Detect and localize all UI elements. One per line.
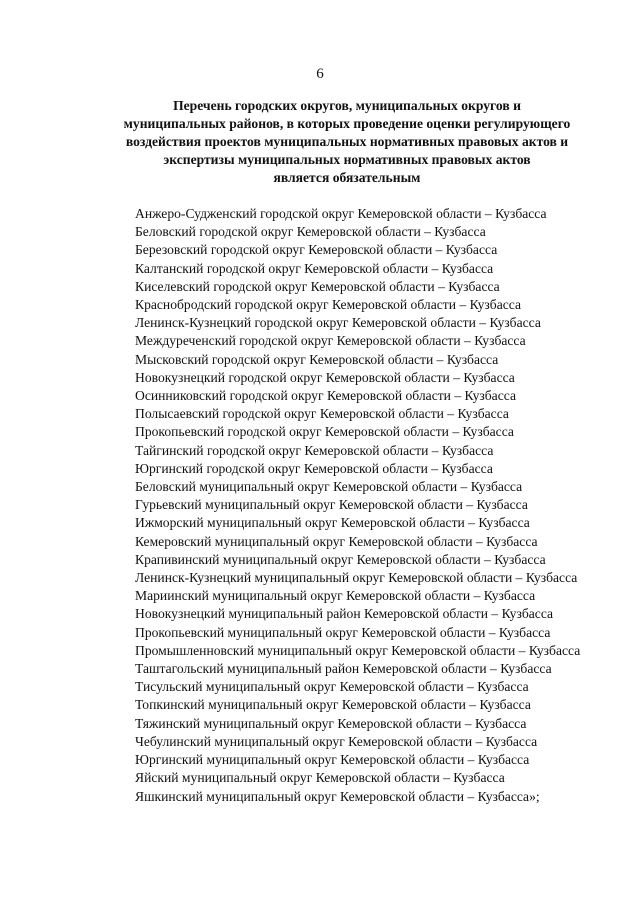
list-item: Яйский муниципальный округ Кемеровской области – Кузбасса — [135, 770, 505, 786]
list-item: Прокопьевский муниципальный округ Кемеровской области – Кузбасса — [135, 624, 551, 640]
list-item: Полысаевский городской округ Кемеровской области – Кузбасса — [135, 406, 509, 422]
list-item: Тайгинский городской округ Кемеровской области – Кузбасса — [135, 442, 494, 458]
list-item: Калтанский городской округ Кемеровской области – Кузбасса — [135, 260, 494, 276]
list-item: Юргинский городской округ Кемеровской области – Кузбасса — [135, 460, 493, 476]
list-item: Краснобродский городской округ Кемеровской области – Кузбасса — [135, 297, 522, 313]
list-item: Ленинск-Кузнецкий городской округ Кемеровской области – Кузбасса — [135, 315, 541, 331]
heading-line: воздействия проектов муниципальных нормативных правовых актов и — [125, 134, 569, 149]
municipality-list — [97, 205, 597, 806]
list-item: Новокузнецкий муниципальный район Кемеровской области – Кузбасса — [135, 606, 554, 622]
list-item: Ижморский муниципальный округ Кемеровской области – Кузбасса — [135, 515, 530, 531]
list-item: Осинниковский городской округ Кемеровской области – Кузбасса — [135, 388, 516, 404]
list-item: Яшкинский муниципальный округ Кемеровской области – Кузбасса»; — [135, 788, 540, 804]
list-item: Березовский городской округ Кемеровской области – Кузбасса — [135, 242, 498, 258]
list-item: Кемеровский муниципальный округ Кемеровской области – Кузбасса — [135, 533, 538, 549]
list-item: Юргинский муниципальный округ Кемеровской области – Кузбасса — [135, 752, 530, 768]
heading-line: Перечень городских округов, муниципальных округов и — [173, 98, 521, 113]
list-item: Чебулинский муниципальный округ Кемеровской области – Кузбасса — [135, 733, 538, 749]
list-item: Топкинский муниципальный округ Кемеровской области – Кузбасса — [135, 697, 531, 713]
list-item: Тисульский муниципальный округ Кемеровской области – Кузбасса — [135, 679, 529, 695]
list-item: Киселевский городской округ Кемеровской области – Кузбасса — [135, 278, 500, 294]
list-item: Анжеро-Судженский городской округ Кемеровской области – Кузбасса — [135, 206, 547, 221]
list-item: Беловский муниципальный округ Кемеровской области – Кузбасса — [135, 479, 523, 495]
list-item: Мариинский муниципальный округ Кемеровской области – Кузбасса — [135, 588, 536, 604]
list-item: Прокопьевский городской округ Кемеровской области – Кузбасса — [135, 424, 514, 440]
heading-line: экспертизы муниципальных нормативных правовых актов — [163, 152, 531, 167]
heading-line: муниципальных районов, в которых проведение оценки регулирующего — [123, 116, 571, 131]
list-item: Тяжинский муниципальный округ Кемеровской области – Кузбасса — [135, 715, 527, 731]
page-number: 6 — [316, 66, 324, 82]
list-item: Промышленновский муниципальный округ Кемеровской области – Кузбасса — [135, 642, 581, 658]
list-item: Крапивинский муниципальный округ Кемеровской области – Кузбасса — [135, 551, 546, 567]
list-item: Новокузнецкий городской округ Кемеровской области – Кузбасса — [135, 369, 515, 385]
list-item: Мысковский городской округ Кемеровской области – Кузбасса — [135, 351, 499, 367]
list-item: Гурьевский муниципальный округ Кемеровской области – Кузбасса — [135, 497, 528, 513]
list-item: Ленинск-Кузнецкий муниципальный округ Кемеровской области – Кузбасса — [135, 570, 578, 586]
list-item: Междуреченский городской округ Кемеровской области – Кузбасса — [135, 333, 526, 349]
list-item: Таштагольский муниципальный район Кемеровской области – Кузбасса — [135, 661, 552, 677]
heading-line: является обязательным — [273, 170, 421, 185]
document-heading — [95, 97, 599, 187]
list-item: Беловский городской округ Кемеровской области – Кузбасса — [135, 224, 486, 240]
